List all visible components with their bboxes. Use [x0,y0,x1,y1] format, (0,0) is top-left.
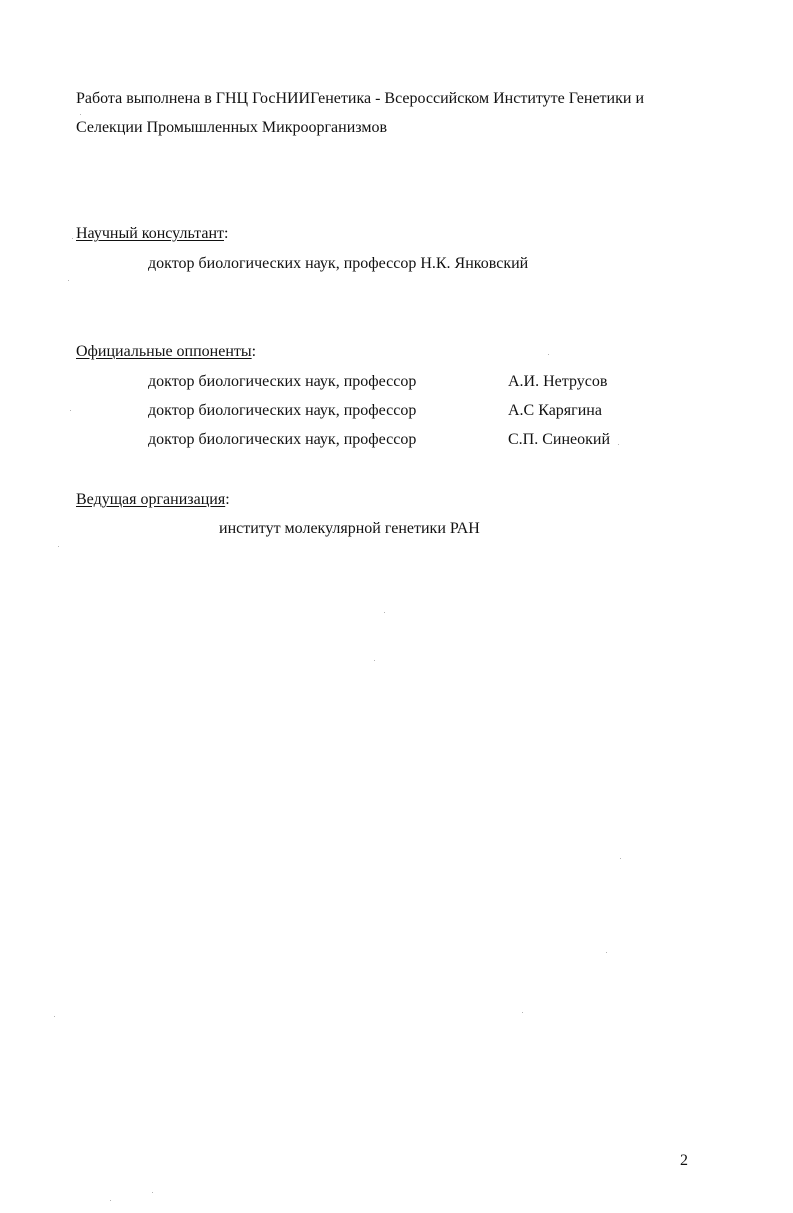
opponent-title: доктор биологических наук, профессор [148,373,417,390]
lead-org-name: институт молекулярной генетики РАН [219,520,480,537]
page-number: 2 [680,1152,688,1169]
opponent-title: доктор биологических наук, профессор [148,402,417,419]
consultant-name: доктор биологических наук, профессор Н.К. Янковский [148,255,529,272]
opponent-name: А.И. Нетрусов [508,373,608,390]
lead-org-heading-text: Ведущая организация [76,491,226,508]
consultant-heading-text: Научный консультант [76,225,224,242]
opponent-name: С.П. Синеокий [508,431,611,448]
intro-line-1: Работа выполнена в ГНЦ ГосНИИГенетика - Всероссийском Институте Генетики и [76,90,644,107]
intro-line-2: Селекции Промышленных Микроорганизмов [76,119,388,136]
consultant-heading: Научный консультант: [76,225,229,242]
opponent-title: доктор биологических наук, профессор [148,431,417,448]
lead-org-heading: Ведущая организация: [76,491,230,508]
opponent-name: А.С Карягина [508,402,602,419]
opponents-heading: Официальные оппоненты: [76,343,257,360]
opponents-heading-text: Официальные оппоненты [76,343,252,360]
